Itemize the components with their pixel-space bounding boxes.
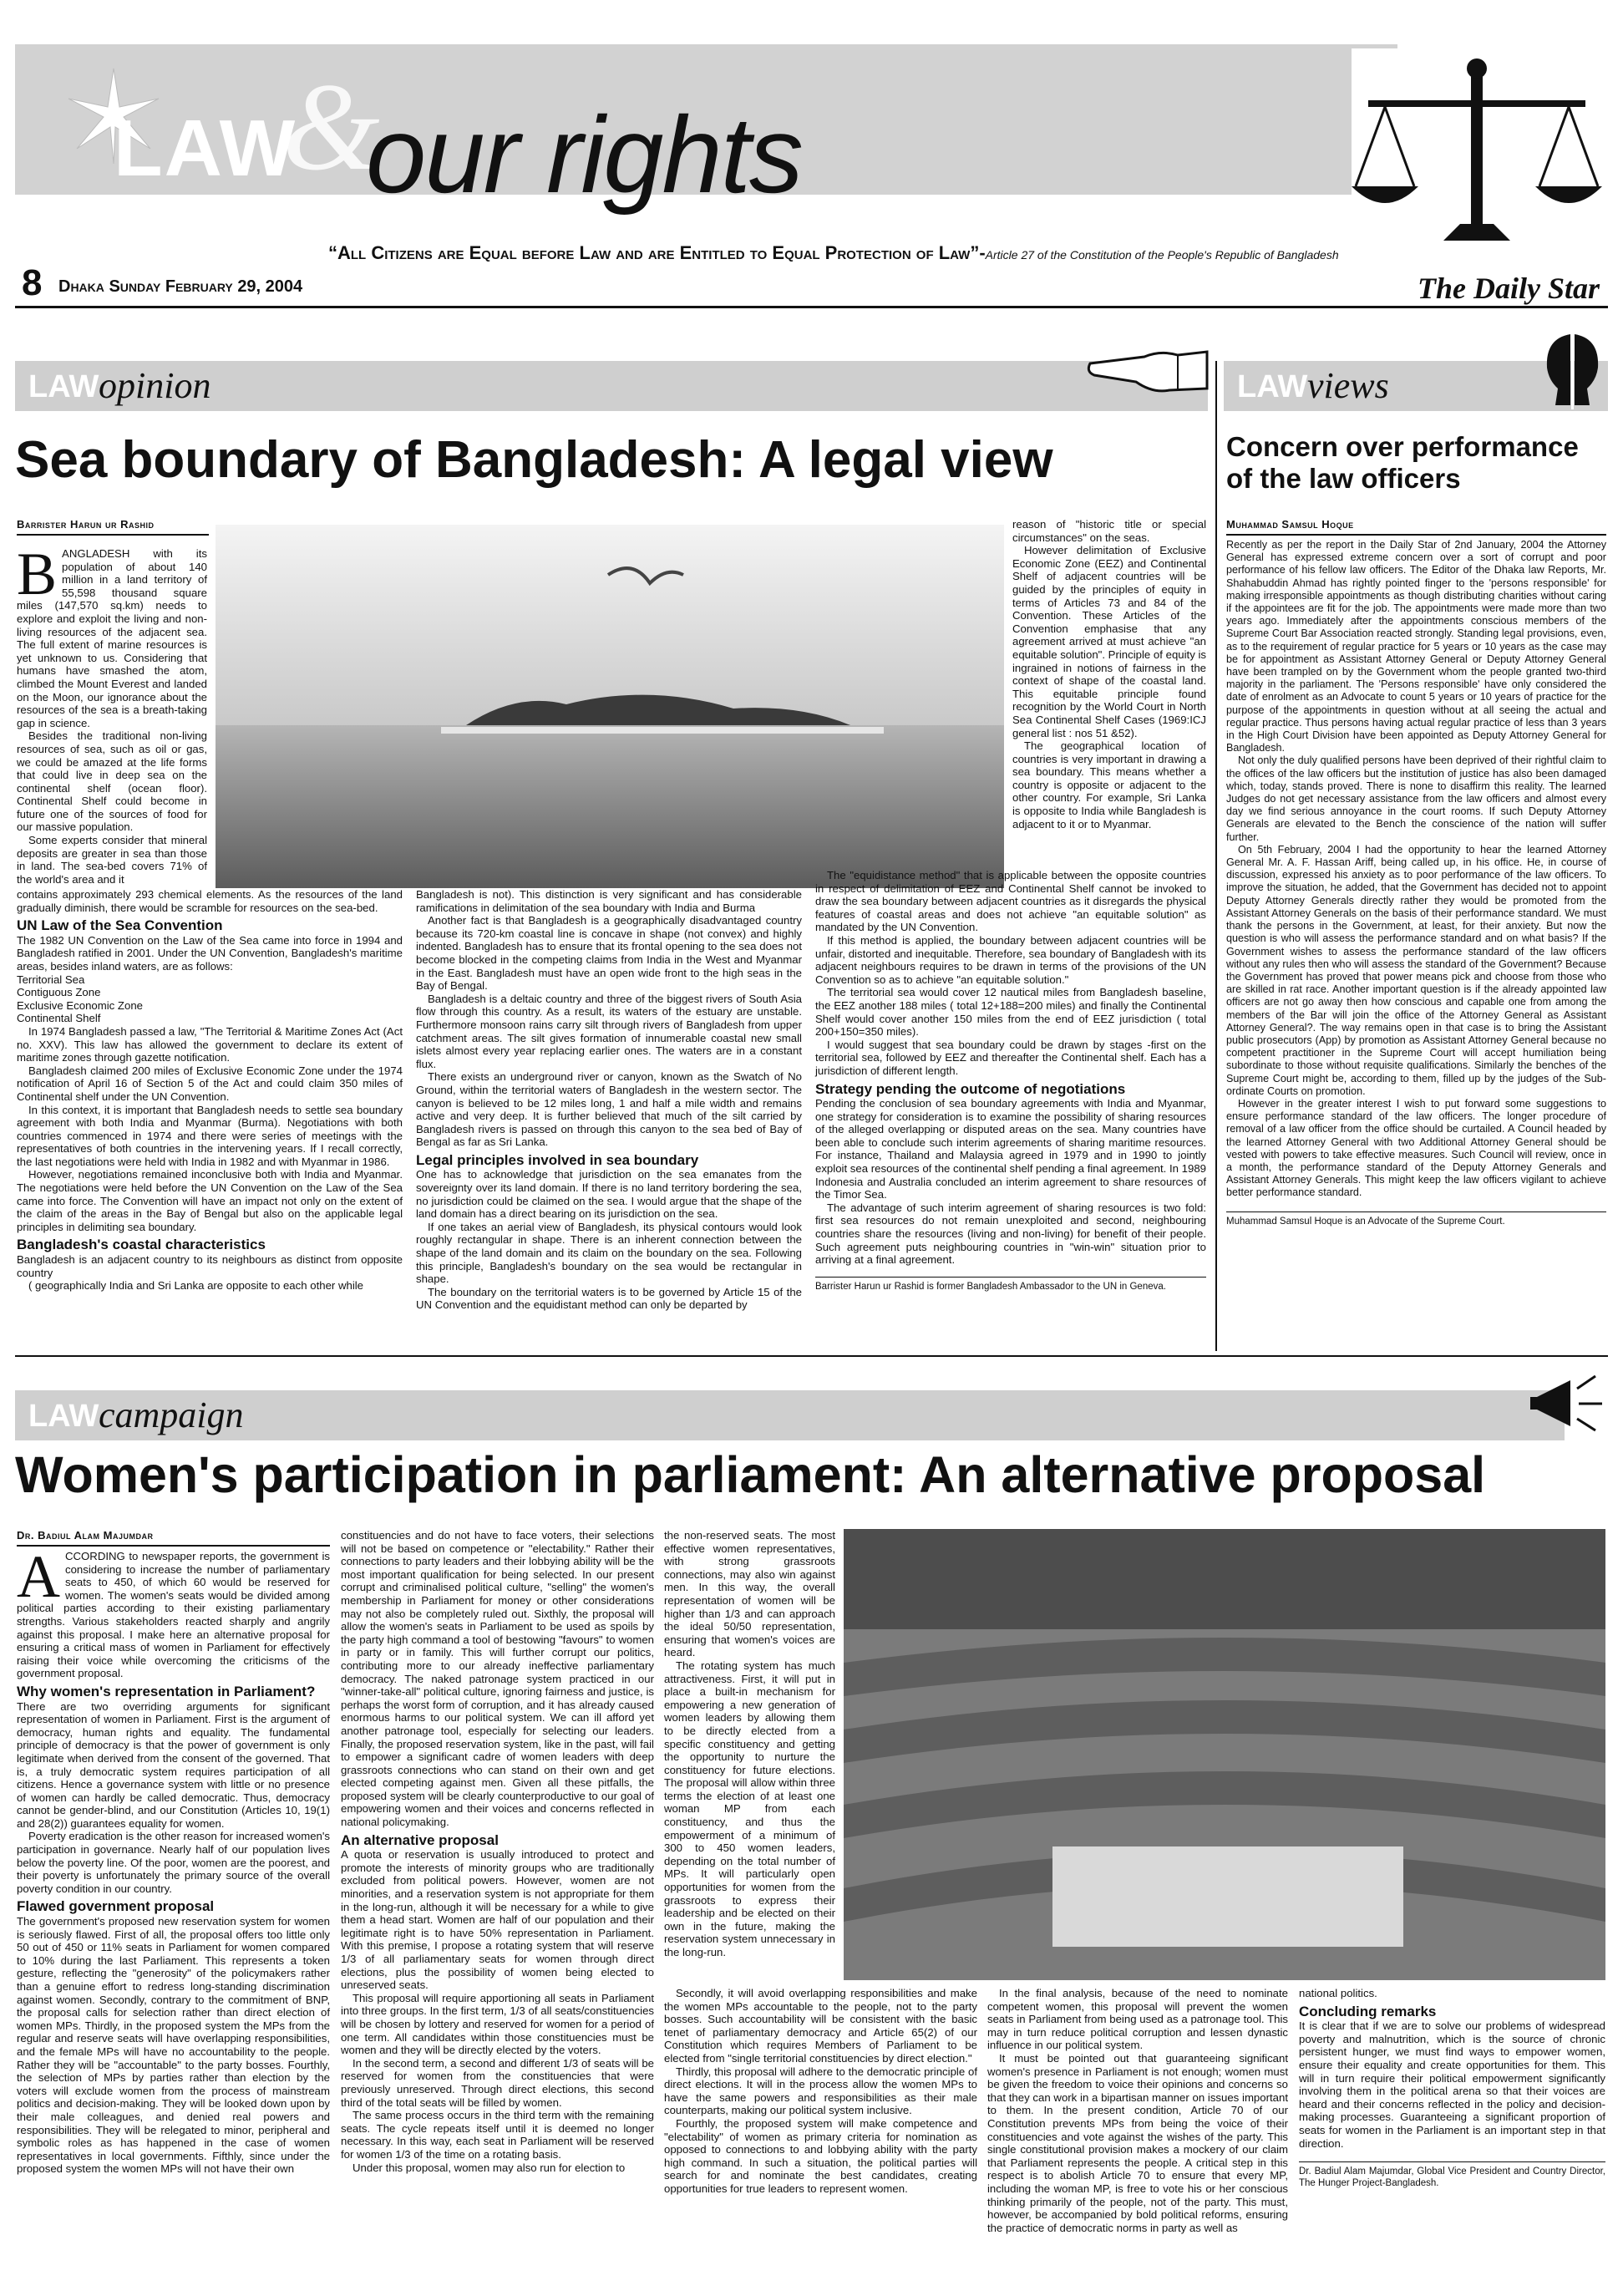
- campaign-d1: In the final analysis, because of the need to nominate competent women, this proposal will prevent the women seats in Parliament from being used as a patronage tool. This may in turn reduce political corruption and lessen dynastic influence in our political system.: [987, 1987, 1288, 2052]
- opinion-c2p2: Another fact is that Bangladesh is a geographically disadvantaged country because its 720-km coastal line is concave in shape (not convex) and highly indented. Bangladesh has to ensure that its frontal opening to the sea does not become blocked in the competing claims from India in the West and Myanmar in the East. Bangladesh must have an open wide front to the high seas in the Bay of Bengal.: [416, 914, 802, 993]
- views-body: [1226, 539, 1606, 1227]
- masthead-url[interactable]: www.thedailystar.net/law: [92, 222, 270, 239]
- campaign-byline: Dr. Badiul Alam Majumdar: [17, 1529, 330, 1547]
- campaign-dropcap: A: [17, 1543, 60, 1610]
- dateline-bar: [15, 262, 1608, 308]
- masthead-title: our rights: [366, 94, 802, 216]
- views-p2: Not only the duly qualified persons have been deprived of their rightful claim to the offices of the law officers but the institution of justice has also been damaged which, today, stands proved. There is none to disaffirm this reality. The learned Judges do not get necessary assistance from the law officers and almost every day we find serious annoyance in the court rooms. If such Deputy Attorney Generals are elevated to the Bench the conscience of the nation will suffer further.: [1226, 754, 1606, 843]
- campaign-c3: Secondly, it will avoid overlapping responsibilities and make the women MPs accountable to the people, not to the party bosses. Such accountability will be consistent with the basic tenet of parliamentary democracy and Article 65(2) of our Constitution which requires Members of Parliament to be elected from "single territorial constituencies by direct election.": [664, 1987, 977, 2065]
- opinion-p5: In 1974 Bangladesh passed a law, "The Territorial & Maritime Zones Act (Act no. XXV). This law has allowed the government to declare its extent of maritime zones through gazette notification.: [17, 1024, 403, 1064]
- campaign-h-alt: An alternative proposal: [341, 1831, 499, 1848]
- opinion-c3p6: The territorial sea would cover 12 nautical miles from Bangladesh baseline, the EEZ another 188 miles ( total 12+188=200 miles) and finally the Continental Shelf would cover another 150 miles from the end of EEZ jurisdiction ( total 200+150=350 miles).: [815, 986, 1206, 1039]
- opinion-c3p3: The geographical location of countries is very important in drawing a sea boundary. This means whether a country is opposite or adjacent to the other country. For example, Sri Lanka is opposite to India while Bangladesh is adjacent to it or to Myanmar.: [1012, 739, 1206, 831]
- section-law-label: LAW: [1237, 369, 1308, 404]
- opinion-h-strategy: Strategy pending the outcome of negotiations: [815, 1080, 1126, 1097]
- campaign-d2: It must be pointed out that guaranteeing significant women's presence in Parliament is not enough; women must be given the freedom to voice their opinions and concerns so that they can work in a bipartisan manner on issues important to them. In the present condition, Article 70 of our Constitution prevents MPs from being the voice of their constituencies and vote against the wishes of the party. This single constitutional provision makes a mockery of our claim that Parliament represents the people. A critical step in this respect is to abolish Article 70 to ensure that every MP, including the woman MP, is free to vote his or her conscious thinking primarily of the people, not of the party. This must, however, be accompanied by bold political reforms, ensuring the practice of democratic norms in party as well as: [987, 2051, 1288, 2234]
- views-p4: However in the greater interest I wish to put forward some suggestions to ensure performance standard of the law officers. The longer procedure of removal of a law officer from the office should be curtailed. A Council headed by the learned Attorney General with two Additional Attorney General should be vested with powers to take effective measures. Such Council will review, once in a month, the performance standard of the Deputy Attorney Generals and Assistant Attorney Generals. This might keep the law officers vigilant to achieve better performance standard.: [1226, 1097, 1606, 1199]
- opinion-c2p5: One has to acknowledge that jurisdiction on the sea emanates from the sovereignty over its land domain. If there is no land territory bordering the sea, no jurisdiction could be claimed on the sea. I would argue that the shape of the land domain has a direct bearing on its jurisdiction on the sea.: [416, 1168, 802, 1221]
- campaign-b5: The same process occurs in the third term with the remaining seats. The cycle repeats itself until it is deemed no longer necessary. In this way, each seat in Parliament will be reserved for women 1/3 of the time on a rotating basis.: [341, 2109, 654, 2161]
- opinion-col-1b: [17, 888, 403, 1293]
- opinion-c3p1: reason of "historic title or special circumstances" on the seas.: [1012, 518, 1206, 544]
- views-byline: Muhammad Samsul Hoque: [1226, 518, 1606, 536]
- opinion-col-3a: [1012, 518, 1206, 831]
- page-number: 8: [22, 262, 43, 303]
- campaign-c4: Thirdly, this proposal will adhere to the democratic principle of direct elections. It will in the process allow the women MPs to have the same powers and responsibilities as their male counterparts, making our political system inclusive.: [664, 2065, 977, 2117]
- section-bar-campaign: [15, 1390, 1565, 1440]
- views-headline: Concern over performance of the law officers: [1226, 431, 1579, 494]
- opinion-p9: Bangladesh is an adjacent country to its neighbours as distinct from opposite country: [17, 1253, 403, 1279]
- opinion-c3p2: However delimitation of Exclusive Economic Zone (EEZ) and Continental Shelf of adjacent countries will be guided by the principles of equity in terms of Articles 73 and 84 of the Convention. These Articles of the Convention emphasise that any agreement arrived at must achieve "an equitable solution". Principle of equity is ingrained in notions of fairness in the context of shape of the coastal land. This equitable principle found recognition by the World Court in North Sea Continental Shelf Cases (1969:ICJ general list : nos 51 &52).: [1012, 544, 1206, 739]
- campaign-a1: There are two overriding arguments for significant representation of women in Parliament. First is the argument of democracy, human rights and equality. The fundamental principle of democracy is that the power of government is only legitimate when derived from the consent of the governed. That is, a truly democratic system requires participation of all citizens. Hence a governance system with little or no presence of women can hardly be called democratic. Thus, democracy cannot be gender-blind, and our Constitution (Articles 10, 19(1) and 28(2)) guarantees equality for women.: [17, 1699, 330, 1830]
- zone-1: Territorial Sea: [17, 973, 85, 986]
- parliament-photo: [844, 1529, 1605, 1980]
- campaign-col-1: [17, 1543, 330, 2176]
- opinion-col-3b: [815, 869, 1206, 1293]
- campaign-author-note: Dr. Badiul Alam Majumdar, Global Vice President and Country Director, The Hunger Project-Bangladesh.: [1299, 2161, 1605, 2189]
- dateline: Dhaka Sunday February 29, 2004: [58, 277, 303, 296]
- campaign-col-3a: [664, 1529, 835, 1959]
- section-kind-label: opinion: [99, 365, 211, 406]
- motto-text: “All Citizens are Equal before Law and are Entitled to Equal Protection of Law”-: [328, 242, 986, 263]
- beach-photo-image: [216, 525, 1004, 888]
- masthead: [15, 15, 1608, 263]
- section-law-label: LAW: [28, 369, 99, 404]
- campaign-intro: CCORDING to newspaper reports, the government is considering to increase the number of parliamentary seats to 450, of which 60 would be reserved for women. The women's seats would be divided among political parties according to their existing parliamentary strengths. Various stakeholders reacted sharply and angrily against this proposal. I make here an alternative proposal for ensuring a critical mass of women in Parliament for effectively raising their voice while overcoming the criticisms of the government proposal.: [17, 1550, 330, 1680]
- campaign-a2: Poverty eradication is the other reason for increased women's participation in governance. Nearly half of our population lives below the poverty line. Of the poor, women are the poorest, and their poverty is unfortunately the primary source of the overall poverty condition in our country.: [17, 1830, 330, 1895]
- zone-2: Contiguous Zone: [17, 986, 101, 999]
- opinion-p2: Besides the traditional non-living resources of sea, such as oil or gas, we could be amazed at the life forms that could live in deep sea on the continental shelf (ocean floor). Continental Shelf could become in future one of the sources of food for our massive population.: [17, 729, 207, 834]
- campaign-a3: The government's proposed new reservation system for women is seriously flawed. First of all, the proposal offers too little only 50 out of 450 or 11% seats in Parliament for women compared to 10% during the last Parliament. This represents a token gesture, reflecting the "generosity" of the policymakers rather than a genuine effort to redress long-standing discrimination against women. Secondly, contrary to the commitment of BNP, the proposal calls for selection rather than direct election of women MPs. Thirdly, in the proposed system the MPs from the regular and reserve seats will have overlapping responsibilities, and the female MPs will have no accountability to the people. Rather they will be "accountable" to the party bosses. Fourthly, the selection of MPs by parties rather than election by the voters will exclude women from the process of mainstream politics and decision-making. They will be looked down upon by their male colleagues, and denied real powers and responsibilities. They will be relegated to minor, peripheral and symbolic roles as has happened in the case of women representatives in local governments. Fifthly, since under the proposed system the women MPs will not have their own: [17, 1915, 330, 2176]
- campaign-c1: the non-reserved seats. The most effective women representatives, with strong grassroots connections, may also win against men. In this way, the overall representation of women will be higher than 1/3 and can approach the ideal 50/50 representation, ensuring that women's voices are heard.: [664, 1529, 835, 1659]
- motto-source: Article 27 of the Constitution of the People's Republic of Bangladesh: [985, 248, 1339, 262]
- campaign-col-4: [987, 1987, 1288, 2234]
- opinion-author-note: Barrister Harun ur Rashid is former Bangladesh Ambassador to the UN in Geneva.: [815, 1277, 1206, 1293]
- opinion-c3p7: I would suggest that sea boundary could be drawn by stages -first on the territorial sea, followed by EEZ and thereafter the Continental shelf. Each has a jurisdiction of different length.: [815, 1038, 1206, 1077]
- campaign-b3: This proposal will require apportioning all seats in Parliament into three groups. In the first term, 1/3 of all seats/constituencies will be chosen by lottery and reserved for women for a period of one term. All candidates within those constituencies must be women and they will be directly elected by the voters.: [341, 1991, 654, 2057]
- section-kind-label: campaign: [99, 1394, 244, 1435]
- parliament-photo-image: [844, 1529, 1605, 1980]
- campaign-c2: The rotating system has much attractiveness. First, it will put in place a built-in mechanism for empowering a new generation of women leaders by allowing them to be directly elected from a specific constituency and getting the opportunity to nurture the constituency for future elections. The proposal will allow within three terms the election of at least one woman MP from each constituency, and thus the empowerment of a minimum of 300 to 450 women leaders, depending on the total number of MPs. It will particularly open opportunities for women from the grassroots to express their leadership and be elected on their own in the future, making the reservation system unnecessary in the long-run.: [664, 1659, 835, 1958]
- campaign-col-3b: [664, 1987, 977, 2196]
- campaign-col-2: [341, 1529, 654, 2174]
- scales-of-justice-icon: [1352, 48, 1602, 257]
- opinion-c2p3: Bangladesh is a deltaic country and three of the biggest rivers of South Asia flow through this country. As a result, its waters of the estuary are unstable. Furthermore monsoon rains carry silt through rivers of Bangladesh from upper catchment areas. The silt gives formation of innumerable coastal new small islets almost every year replacing earlier ones. The waters are in a constant flux.: [416, 992, 802, 1070]
- column-divider: [1215, 361, 1217, 1351]
- campaign-col-5: [1299, 1987, 1605, 2189]
- megaphone-icon: [1529, 1364, 1608, 1443]
- opinion-dropcap: B: [17, 541, 58, 607]
- opinion-byline: Barrister Harun ur Rashid: [17, 518, 209, 536]
- campaign-h-why: Why women's representation in Parliament?: [17, 1683, 316, 1699]
- opinion-c2p4: There exists an underground river or canyon, known as the Swatch of No Ground, within the territorial waters of Bangladesh in the western sector. The canyon is believed to be 12 miles long, 1 and half a mile width and remains active and very deep. It is further believed that much of the silt carried by Bangladesh rivers is passed on through this canyon to the sea bed of Bay of Bengal as far as Sri Lanka.: [416, 1070, 802, 1149]
- section-kind-label: views: [1307, 365, 1389, 406]
- zone-4: Continental Shelf: [17, 1012, 101, 1025]
- opinion-c2p7: The boundary on the territorial waters is to be governed by Article 15 of the UN Convention and the equidistant method can only be departed by: [416, 1285, 802, 1312]
- opinion-c3p8: Pending the conclusion of sea boundary agreements with India and Myanmar, one strategy for consideration is to examine the possibility of sharing resources of the alleged overlapping or disputed areas on the sea. Many countries have been able to conclude such interim agreements of sharing maritime resources. For instance, Thailand and Malaysia agreed in 1979 and in 1990 to jointly exploit sea resources of the continental shelf pending a final agreement. In 1989 Indonesia and Australia concluded an interim agreement to share resources of the Timor Sea.: [815, 1097, 1206, 1201]
- views-author-note: Muhammad Samsul Hoque is an Advocate of the Supreme Court.: [1226, 1211, 1606, 1227]
- opinion-headline: Sea boundary of Bangladesh: A legal view: [15, 431, 1053, 489]
- opinion-col-2: [416, 888, 802, 1312]
- pointing-hand-icon: [1086, 338, 1211, 405]
- campaign-e1: national politics.: [1299, 1987, 1377, 1999]
- paper-logo: The Daily Star: [1417, 272, 1600, 305]
- section-law-label: LAW: [28, 1399, 99, 1434]
- opinion-h-unlaw: UN Law of the Sea Convention: [17, 917, 223, 934]
- opinion-c3p9: The advantage of such interim agreement of sharing resources is two fold: first sea resources do not remain unexploited and second, neighbouring countries share the resources (living and non-living) for benefit of their people. Such agreement puts neighbouring countries in "win-win" situation prior to arriving at a final agreement.: [815, 1201, 1206, 1267]
- opinion-p4: The 1982 UN Convention on the Law of the Sea came into force in 1994 and Bangladesh ratified in 2001. Under the UN Convention, Bangladesh's maritime areas, besides inland waters, are as follows:: [17, 933, 403, 973]
- opinion-p8: However, negotiations remained inconclusive both with India and Myanmar. The negotiations were held before the UN Convention on the Law of the Sea came into force. The Convention will have an impact not only on the extent of the claim of the areas in the Bay of Bengal but also on the applicable legal principles in delimiting sea boundary.: [17, 1168, 403, 1233]
- beach-photo: [216, 525, 1004, 888]
- opinion-c3p5: If this method is applied, the boundary between adjacent countries will be unfair, distorted and inequitable. Therefore, sea boundary of Bangladesh with its adjacent neighbours requires to be drawn in terms of the provisions of the UN Convention so as to achieve "an equitable solution.": [815, 933, 1206, 986]
- campaign-e2: It is clear that if we are to solve our problems of widespread poverty and malnutrition, which is the source of chronic persistent hunger, we must find ways to empower women, ensure their equality and create opportunities for them. This will in turn require their political empowerment significantly involving them in the political arena so that their voices are heard and their concerns reflected in the policy and decision-making processes. Guaranteeing a significant proportion of seats for women in the Parliament is an important step in that direction.: [1299, 2019, 1605, 2150]
- campaign-b6: Under this proposal, women may also run for election to: [352, 2161, 626, 2174]
- campaign-b1: constituencies and do not have to face voters, their selections will not be based on competence or "electability." Rather their connections to party leaders and their lobbying ability will be the most important qualification for being selected. In our present corrupt and criminalised political culture, "selling" the women's membership in Parliament for money or other considerations may not also be completely ruled out. Sixthly, the proposal will allow the women's seats in Parliament to be used as spoils by the party high command a tool of bestowing "favours" to women in party or in family. This will further corrupt our politics, contributing more to our already ineffective parliamentary democracy. The naked patronage system practiced in our "winner-take-all" political culture, ignoring fairness and justice, is perhaps the worst form of corruption, and it has already caused enormous harms to our political system. We can ill afford yet another patronage tool, especially for selecting our leaders. Finally, the proposed reservation system, like in the past, will fail to empower a significant cadre of women leaders with deep grassroots connections who can stand on their own and get elected competing against men. Given all these pitfalls, the proposed system will be clearly counterproductive to our goal of empowering women and their voices and concerns reflected in national policymaking.: [341, 1529, 654, 1829]
- opinion-h-legal: Legal principles involved in sea boundary: [416, 1151, 699, 1168]
- views-p1: Recently as per the report in the Daily Star of 2nd January, 2004 the Attorney General has expressed extreme concern over a sort of corrupt and poor performance of his fellow law officers. The Editor of the Dhaka law Reports, Mr. Shahabuddin Ahmad has rightly pointed finger to the 'persons responsible' for making irresponsible appointments as though distributing charities without caring if the appointees are fit for the job. The appointments were made more than two years ago. Immediately after the appointments conscious members of the Supreme Court Bar Association reacted strongly. Standing legal provisions, even, as to the requirement of regular practice for 5 years or 10 years as the case may be for appointment as Assistant Attorney General or Deputy Attorney General have been trampled on by the Government whom the people granted two-third majority in the parliament. The 'Persons responsible' have only considered the date of enrolment as an Advocate to count 5 years or 10 years of practice for the purpose of the appointments in question without at all seeing the actual and regular practice. Thus persons having actual regular practice of less than 3 years in the High Court Division have been appointed as Deputy Attorney General for Bangladesh.: [1226, 539, 1606, 754]
- opinion-c2p6: If one takes an aerial view of Bangladesh, its physical contours would look roughly rectangular in shape. There is an inherent connection between the shape of the land domain and its claim on the boundary on the sea. Following this principle, Bangladesh's boundary on the sea would be rectangular in shape.: [416, 1220, 802, 1286]
- opinion-p6: Bangladesh claimed 200 miles of Exclusive Economic Zone under the 1974 notification of April 16 of Section 5 of the Act and could claim 350 miles of Continental shelf under the UN Convention.: [17, 1064, 403, 1103]
- campaign-b2: A quota or reservation is usually introduced to protect and promote the interests of minority groups who are traditionally excluded from political powers. However, women are not minorities, and a reservation system is not appropriate for them in the long-run, although it will be necessary for a while to give them a head start. Women are half of our population and their legitimate right is to have 50% representation in Parliament. With this premise, I propose a rotating system that will reserve 1/3 of all parliamentary seats for women through direct elections, plus the possibility of women being elected to unreserved seats.: [341, 1848, 654, 1992]
- opinion-p7: In this context, it is important that Bangladesh needs to settle sea boundary agreement with both India and Myanmar (Burma). Negotiations with both countries commenced in 1974 and there were series of meetings with the representatives of both countries in the intervening years. If I recall correctly, the last negotiations were held with India in 1982 and with Myanmar in 1986.: [17, 1103, 403, 1168]
- masthead-ampersand: &: [282, 58, 380, 196]
- masthead-motto: [328, 242, 1339, 264]
- campaign-h-flawed: Flawed government proposal: [17, 1898, 215, 1915]
- campaign-h-concl: Concluding remarks: [1299, 2003, 1437, 2019]
- opinion-p3-end: contains approximately 293 chemical elements. As the resources of the land gradually diminish, there would be scramble for resources on the sea-bed.: [17, 888, 403, 914]
- campaign-b4: In the second term, a second and different 1/3 of seats will be reserved for women from the constituencies that were previously unreserved. Through direct elections, this second third of the total seats will be filled by women.: [341, 2056, 654, 2109]
- opinion-c2p1: Bangladesh is not). This distinction is very significant and has considerable ramifications in delimitation of the sea boundary with India and Burma: [416, 888, 802, 914]
- campaign-headline: Women's participation in parliament: An alternative proposal: [15, 1446, 1486, 1503]
- faces-icon: [1537, 330, 1608, 409]
- zone-3: Exclusive Economic Zone: [17, 998, 143, 1012]
- masthead-law: LAW: [114, 104, 297, 193]
- section-bar-opinion: [15, 361, 1208, 411]
- section-divider: [15, 1355, 1608, 1357]
- views-p3: On 5th February, 2004 I had the opportunity to hear the learned Attorney General Mr. A. F. Hassan Ariff, being called up, in his office. He, in course of discussion, expressed his anxiety as to poor performance of the law officers. To improve the situation, he added, that the Government has decided not to appoint Deputy Attorney Generals directly rather they would be promoted from the Assistant Attorney Generals on the basis of their performance standard. We must thank the persons in the Government, at least, for their anxiety. But now the question is who will assess the performance standard and on what basis? If the Government wishes to assess the performance standard of the law officers without any rules then who will assess the standard of the Government? Because the Government has proved that power means pick and choose from those who are skilled in rat race. Another important question is if the already appointed law officers are not go away then how conscious and capable one from among the members of the Bar will join the office of the Attorney General as Assistant Attorney General?. The way remains open in that case is to bring the Assistant public prosecutors (App) by promotion as Assistant Attorney General because no competent practitioner in the Supreme Court will accept humiliation being subordinate to those without requisite qualifications. Similarly the benches of the Supreme Court might be, according to them, filled up by the judges of the Sub-ordinate Courts on promotion.: [1226, 843, 1606, 1097]
- opinion-col-1: [17, 541, 207, 886]
- opinion-p10: ( geographically India and Sri Lanka are opposite to each other while: [28, 1279, 364, 1293]
- opinion-intro: ANGLADESH with its population of about 140 million in a land territory of 55,598 thousand square miles (147,570 sq.km) needs to explore and exploit the living and non-living resources of the adjacent sea. The full extent of marine resources is yet unknown to us. Considering that humans have smashed the atom, climbed the Mount Everest and landed on the Moon, our ignorance about the resources of the sea is a breath-taking gap in science.: [17, 547, 207, 729]
- opinion-h-coastal: Bangladesh's coastal characteristics: [17, 1237, 266, 1253]
- campaign-c5: Fourthly, the proposed system will make competence and "electability" of women as primary criteria for nomination as opposed to connections to and lobbying ability with the party high command. In such a situation, the political parties will search for and nominate the best candidates, creating opportunities for true leaders to represent women.: [664, 2116, 977, 2195]
- opinion-p3-start: Some experts consider that mineral deposits are greater in sea than those in land. The sea-bed covers 71% of the world's area and it: [17, 834, 207, 886]
- opinion-c3p4: The "equidistance method" that is applicable between the opposite countries in respect of delimitation of EEZ and Continental Shelf cannot be invoked to draw the sea boundary between adjacent countries as it disregards the physical features of coastal areas and does not achieve "an equitable solution" as mandated by the UN Convention.: [815, 869, 1206, 934]
